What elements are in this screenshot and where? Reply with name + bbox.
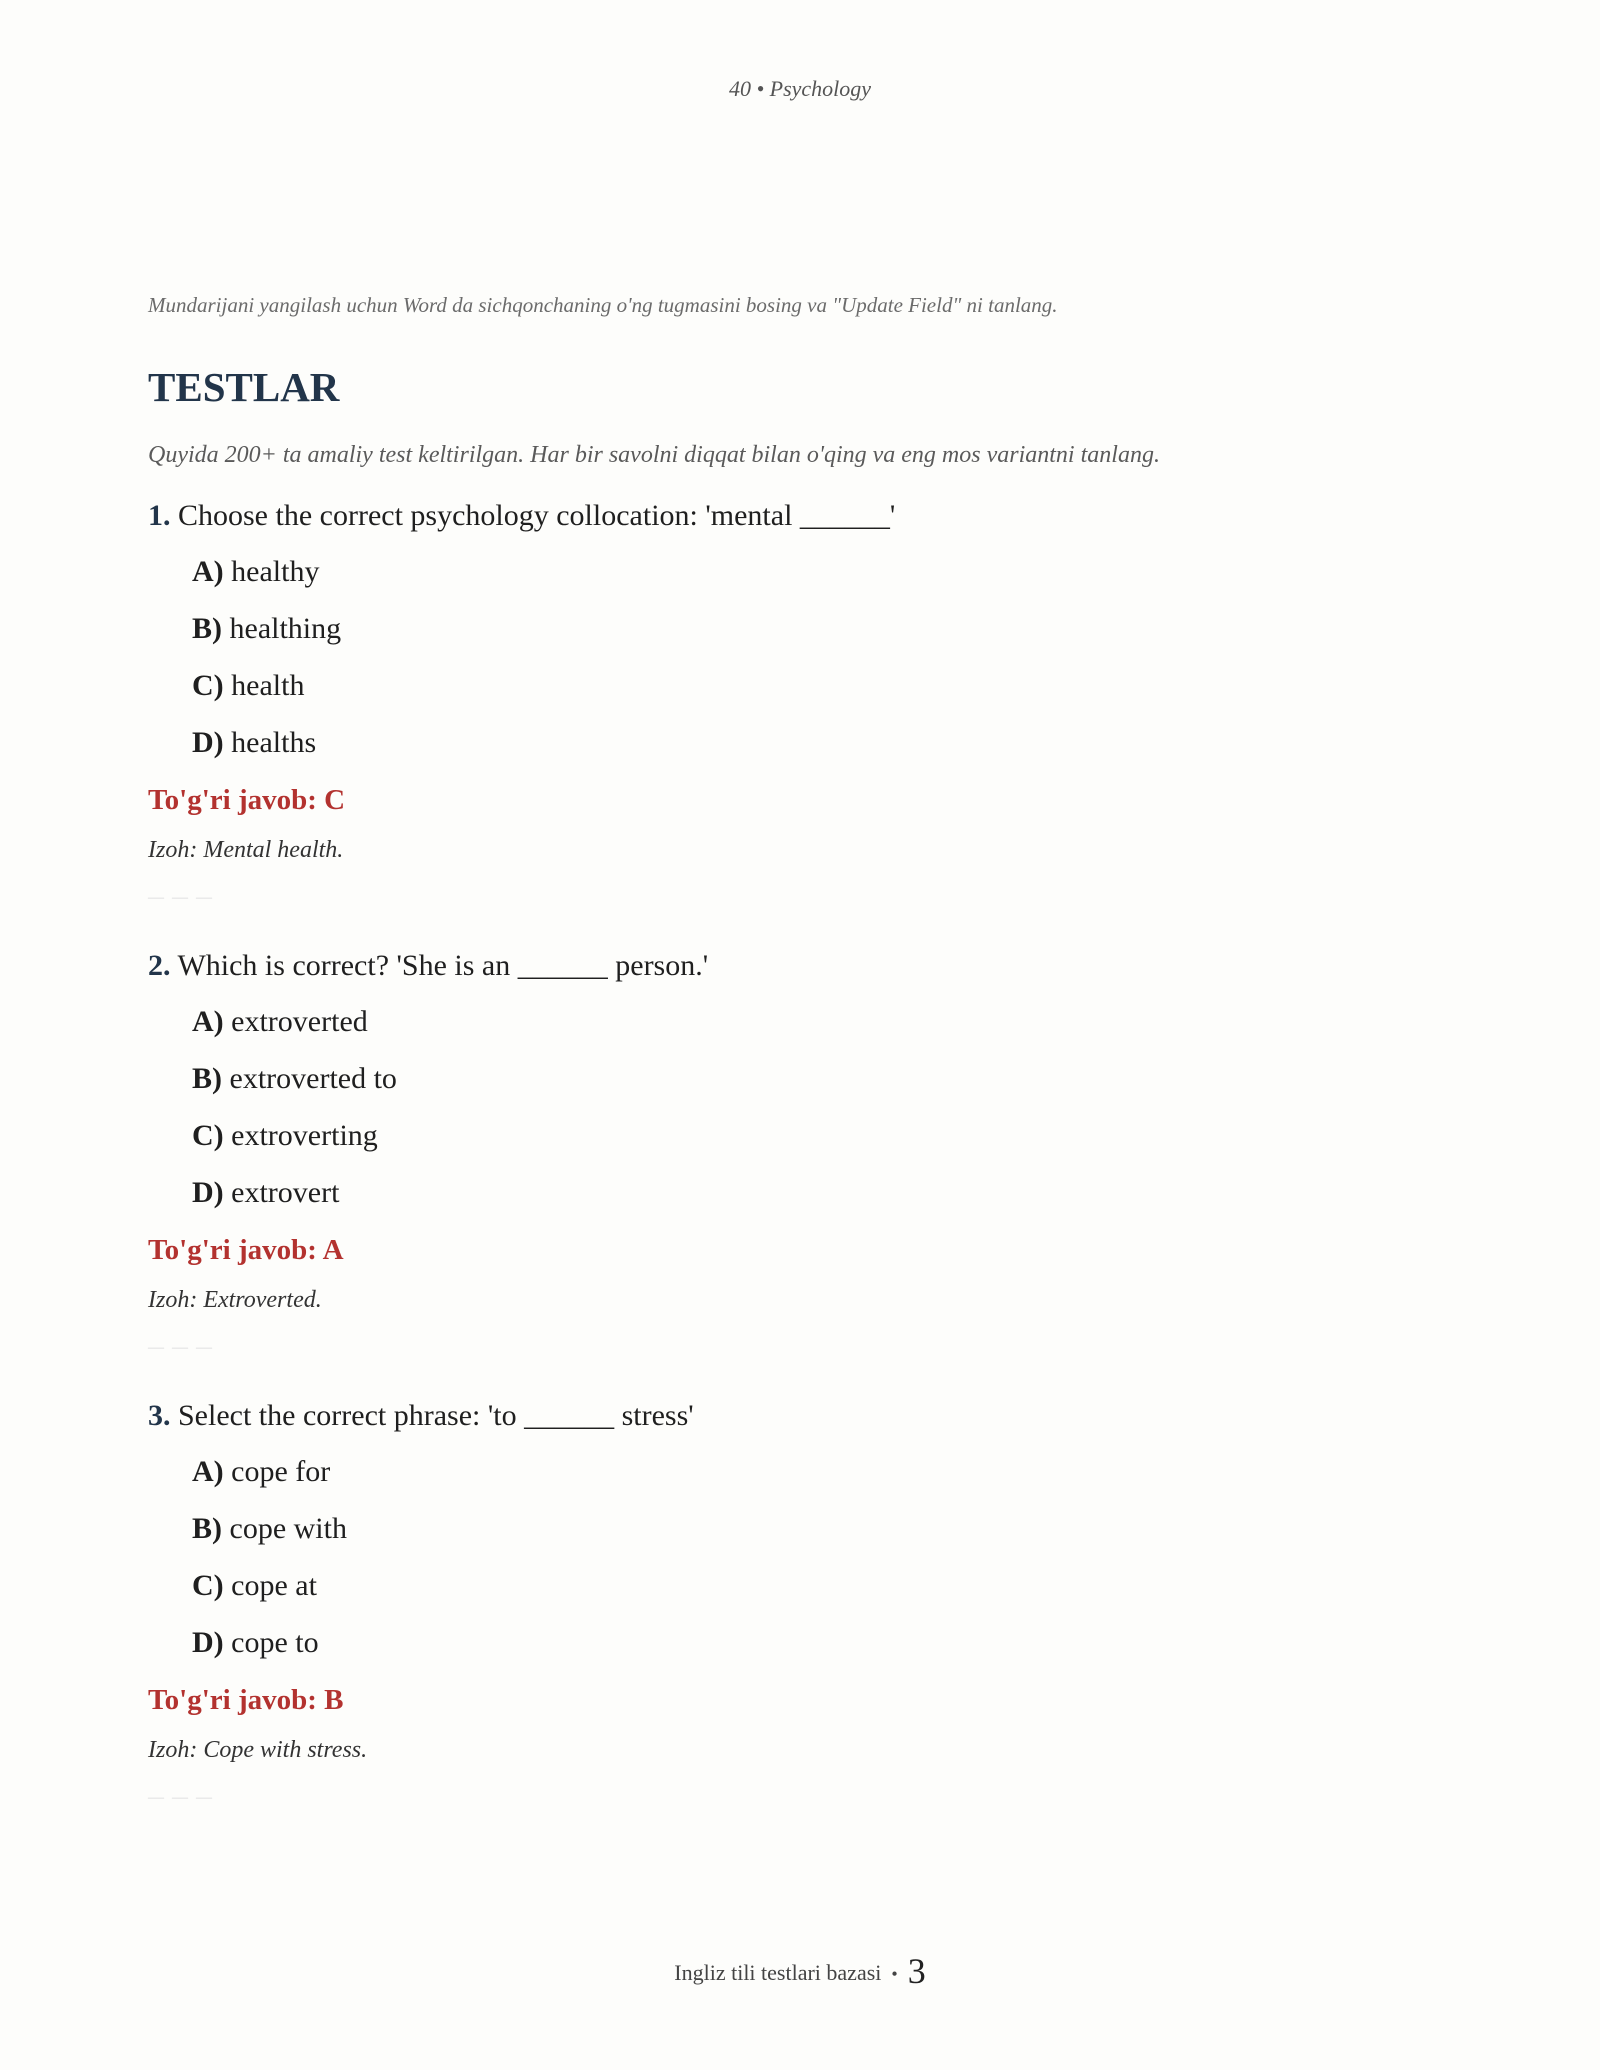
question-stem: Which is correct? 'She is an ______ person.': [177, 949, 709, 982]
page-footer: [0, 1950, 1600, 1992]
correct-answer: To'g'ri javob: C: [148, 784, 346, 816]
option-letter: B): [192, 1512, 222, 1545]
option-d: [192, 1173, 1448, 1213]
option-b: [192, 1509, 1448, 1549]
question-number: 3.: [148, 1399, 171, 1432]
explanation: Izoh: Mental health.: [148, 837, 344, 863]
question-number: 1.: [148, 499, 171, 532]
option-a: [192, 1002, 1448, 1042]
page-content: [148, 290, 1448, 1846]
option-text: extrovert: [231, 1176, 340, 1209]
option-b: [192, 1059, 1448, 1099]
explanation: Izoh: Extroverted.: [148, 1287, 322, 1313]
question-1: [148, 496, 1448, 908]
option-text: cope at: [231, 1569, 317, 1602]
option-text: health: [231, 669, 305, 702]
explanation: Izoh: Cope with stress.: [148, 1737, 368, 1763]
option-text: extroverted to: [229, 1062, 397, 1095]
option-c: [192, 666, 1448, 706]
option-text: healthing: [229, 612, 342, 645]
option-d: [192, 1623, 1448, 1663]
option-letter: A): [192, 555, 224, 588]
question-divider: — — —: [148, 1789, 214, 1806]
correct-answer: To'g'ri javob: B: [148, 1684, 344, 1716]
footer-separator: •: [891, 1964, 898, 1984]
question-text: [148, 946, 1448, 986]
question-2: [148, 946, 1448, 1358]
option-letter: C): [192, 1569, 224, 1602]
option-letter: B): [192, 612, 222, 645]
question-text: [148, 496, 1448, 536]
question-divider: — — —: [148, 1339, 214, 1356]
option-letter: C): [192, 669, 224, 702]
toc-update-note: Mundarijani yangilash uchun Word da sichqonchaning o'ng tugmasini bosing va "Update Field" ni tanlang.: [148, 293, 1058, 317]
question-number: 2.: [148, 949, 171, 982]
option-text: extroverting: [231, 1119, 378, 1152]
section-title: TESTLAR: [148, 364, 340, 410]
option-text: healths: [231, 726, 317, 759]
option-c: [192, 1116, 1448, 1156]
question-stem: Choose the correct psychology collocation: 'mental ______': [178, 499, 896, 532]
running-header: 40 • Psychology: [728, 76, 872, 101]
question-divider: — — —: [148, 889, 214, 906]
option-letter: B): [192, 1062, 222, 1095]
option-text: cope to: [231, 1626, 319, 1659]
option-letter: A): [192, 1005, 224, 1038]
footer-title: Ingliz tili testlari bazasi: [674, 1960, 882, 1985]
option-text: healthy: [231, 555, 320, 588]
section-intro: Quyida 200+ ta amaliy test keltirilgan. Har bir savolni diqqat bilan o'qing va eng mos variantni tanlang.: [148, 442, 1160, 468]
option-letter: D): [192, 1176, 224, 1209]
option-letter: A): [192, 1455, 224, 1488]
question-stem: Select the correct phrase: 'to ______ stress': [178, 1399, 694, 1432]
option-letter: D): [192, 1626, 224, 1659]
question-text: [148, 1396, 1448, 1436]
question-3: [148, 1396, 1448, 1808]
option-letter: D): [192, 726, 224, 759]
option-a: [192, 1452, 1448, 1492]
option-text: extroverted: [231, 1005, 368, 1038]
option-letter: C): [192, 1119, 224, 1152]
correct-answer: To'g'ri javob: A: [148, 1234, 344, 1266]
page-number: 3: [907, 1951, 926, 1991]
option-text: cope for: [231, 1455, 331, 1488]
option-c: [192, 1566, 1448, 1606]
option-text: cope with: [229, 1512, 347, 1545]
option-b: [192, 609, 1448, 649]
option-d: [192, 723, 1448, 763]
option-a: [192, 552, 1448, 592]
